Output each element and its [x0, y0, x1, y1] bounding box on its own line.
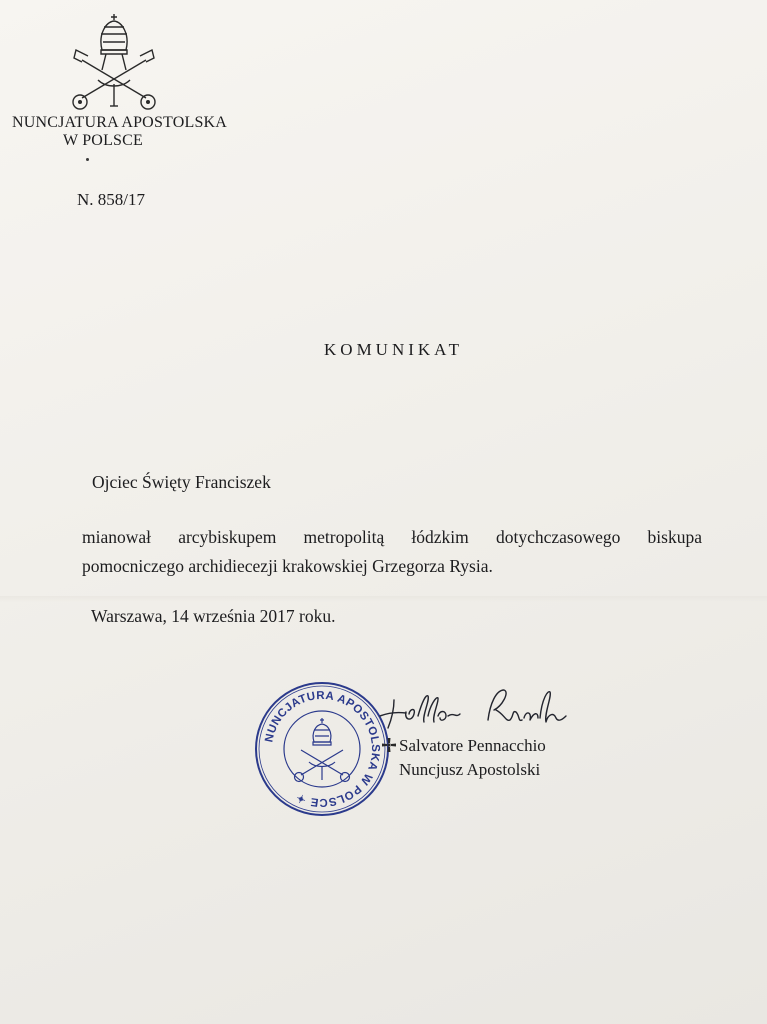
- document-title: KOMUNIKAT: [324, 340, 463, 359]
- reference-number: N. 858/17: [77, 190, 145, 209]
- signatory-title: Nuncjusz Apostolski: [399, 760, 541, 779]
- paragraph-line-2: pomocniczego archidiecezji krakowskiej Grzegorza Rysia.: [82, 556, 493, 576]
- letterhead-line-2: W POLSCE: [63, 132, 143, 149]
- cross-icon: [382, 738, 396, 752]
- signatory-name: Salvatore Pennacchio: [399, 736, 546, 755]
- handwritten-signature: [376, 682, 572, 736]
- papal-tiara-crossed-keys-icon: [295, 718, 350, 782]
- paper-fold: [0, 596, 767, 602]
- nunciature-stamp: [253, 680, 391, 818]
- decorative-dot: [86, 158, 89, 161]
- dateline: Warszawa, 14 września 2017 roku.: [91, 606, 336, 626]
- greeting: Ojciec Święty Franciszek: [92, 472, 271, 492]
- letterhead-line-1: NUNCJATURA APOSTOLSKA: [12, 114, 228, 131]
- papal-tiara-crossed-keys-icon: [68, 10, 160, 112]
- svg-text:NUNCJATURA APOSTOLSKA W POLSCE: NUNCJATURA APOSTOLSKA W POLSCE ✦: [263, 689, 382, 809]
- paragraph-line-1: mianował arcybiskupem metropolitą łódzkim dotychczasowego biskupa: [82, 527, 702, 547]
